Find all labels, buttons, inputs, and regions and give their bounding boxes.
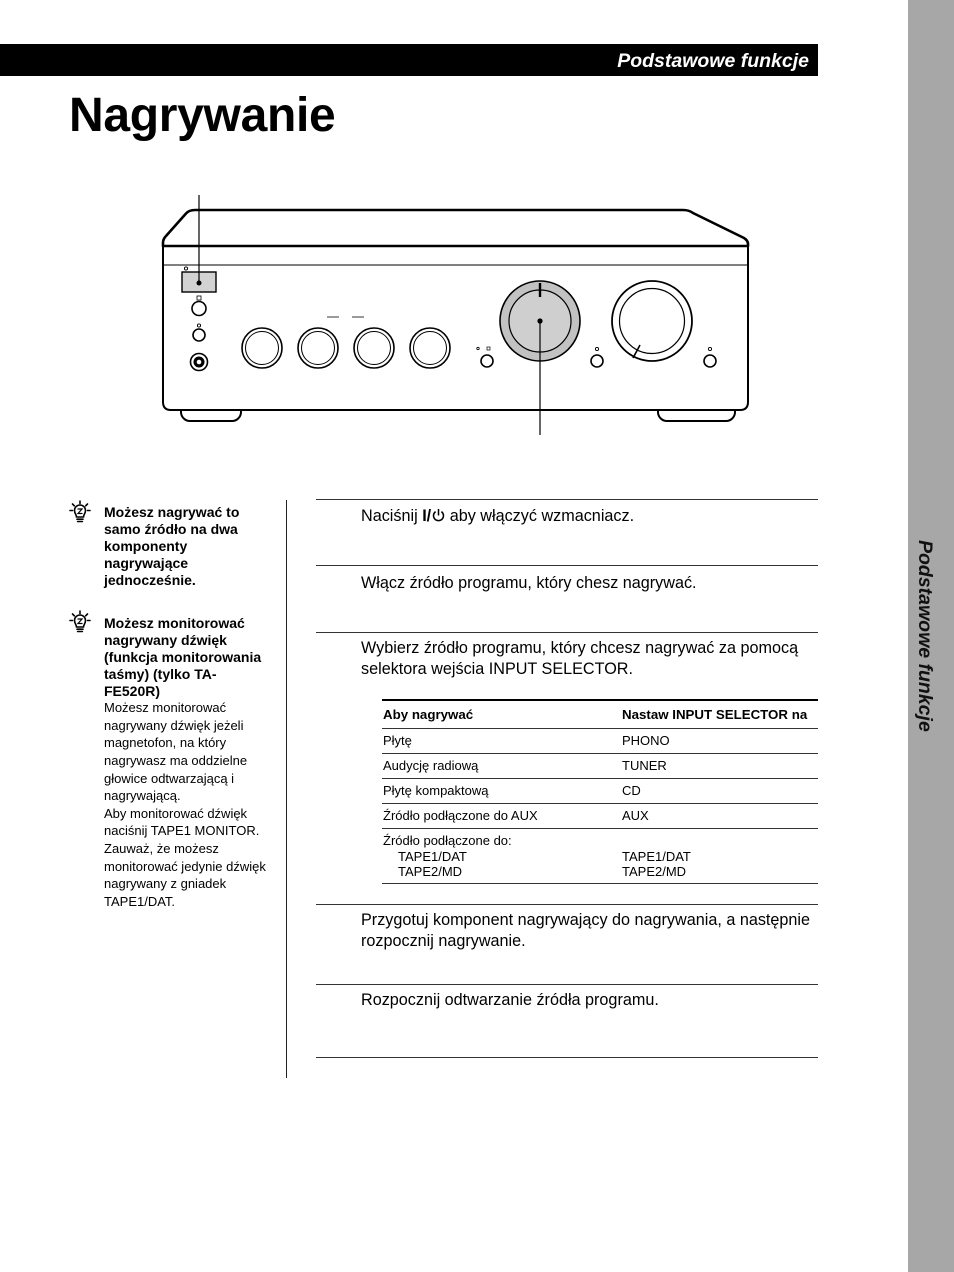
tone-knob-4 <box>410 328 450 368</box>
step-rule <box>316 904 818 905</box>
table-row <box>382 829 818 884</box>
table-header-setting: Nastaw INPUT SELECTOR na <box>622 706 808 722</box>
tape-monitor-button <box>481 355 493 367</box>
input-selector-table <box>382 699 818 884</box>
table-cell-sub-source: TAPE1/DAT <box>398 848 467 864</box>
step-rule <box>316 565 818 566</box>
top-cover <box>163 210 748 246</box>
volume-knob <box>612 281 692 361</box>
table-cell-setting: PHONO <box>622 733 670 749</box>
table-cell-source-label: Źródło podłączone do: <box>383 833 512 848</box>
table-header-source: Aby nagrywać <box>383 706 474 722</box>
table-cell-source: Płytę <box>383 733 412 749</box>
tip-1-heading: Możesz nagrywać to samo źródło na dwa komponenty nagrywające jednocześnie. <box>104 503 240 588</box>
table-cell-source: Źródło podłączone do AUX <box>383 808 538 824</box>
tone-knob-2 <box>298 328 338 368</box>
table-cell-setting: TUNER <box>622 758 667 774</box>
side-tab-label: Podstawowe funkcje <box>914 540 936 732</box>
step-rule <box>316 1057 818 1058</box>
amplifier-illustration <box>150 185 770 440</box>
step-1 <box>361 506 634 527</box>
table-row <box>382 729 818 754</box>
step-5: Rozpocznij odtwarzanie źródła programu. <box>361 991 659 1009</box>
table-cell-setting: CD <box>622 783 641 799</box>
mode-button <box>591 355 603 367</box>
table-cell-source: Audycję radiową <box>383 758 479 774</box>
tone-knob-1 <box>242 328 282 368</box>
table-cell-setting <box>622 829 818 880</box>
table-cell-setting: AUX <box>622 808 649 824</box>
column-divider <box>286 500 287 1078</box>
power-symbol-label: I/ <box>422 507 432 525</box>
section-title: Podstawowe funkcje <box>617 50 809 72</box>
power-icon <box>432 508 445 523</box>
table-header-row <box>382 701 818 729</box>
table-cell-sub-source: TAPE2/MD <box>398 864 463 879</box>
small-button <box>193 329 205 341</box>
section-header-bar <box>0 44 818 76</box>
table-cell-setting-value: TAPE1/DAT <box>622 848 691 864</box>
lightbulb-icon <box>69 500 91 524</box>
step-2: Włącz źródło programu, który chesz nagrywać. <box>361 574 697 592</box>
table-row <box>382 804 818 829</box>
table-cell-source <box>382 829 622 880</box>
table-row <box>382 754 818 779</box>
table-row <box>382 779 818 804</box>
page-title: Nagrywanie <box>69 89 336 142</box>
step-rule <box>316 632 818 633</box>
step-rule <box>316 499 818 500</box>
table-cell-source: Płytę kompaktową <box>383 783 489 799</box>
table-cell-setting-value: TAPE2/MD <box>622 864 687 879</box>
step-rule <box>316 984 818 985</box>
lightbulb-icon <box>69 610 91 634</box>
step-1-text-after: aby włączyć wzmacniacz. <box>449 507 635 525</box>
muting-button <box>704 355 716 367</box>
tip-2-heading: Możesz monitorować nagrywany dźwięk (funkcja monitorowania taśmy) (tylko TA- FE520R) <box>104 614 262 699</box>
step-4: Przygotuj komponent nagrywający do nagrywania, a następnie rozpocznij nagrywanie. <box>361 911 811 950</box>
step-3: Wybierz źródło programu, który chcesz nagrywać za pomocą selektora wejścia INPUT SELECTOR. <box>361 639 799 678</box>
tone-knob-3 <box>354 328 394 368</box>
tip-2-body: Możesz monitorować nagrywany dźwięk jeżeli magnetofon, na który nagrywasz ma oddzielne głowice odtwarzającą i nagrywającą. Aby monitorować dźwięk naciśnij TAPE1 MONITOR. Zauważ, że możesz monitorować jedynie dźwięk nagrywany z gniadek TAPE1/DAT. <box>104 700 266 909</box>
step-1-text-before: Naciśnij <box>361 507 418 525</box>
speakers-button <box>192 302 206 316</box>
